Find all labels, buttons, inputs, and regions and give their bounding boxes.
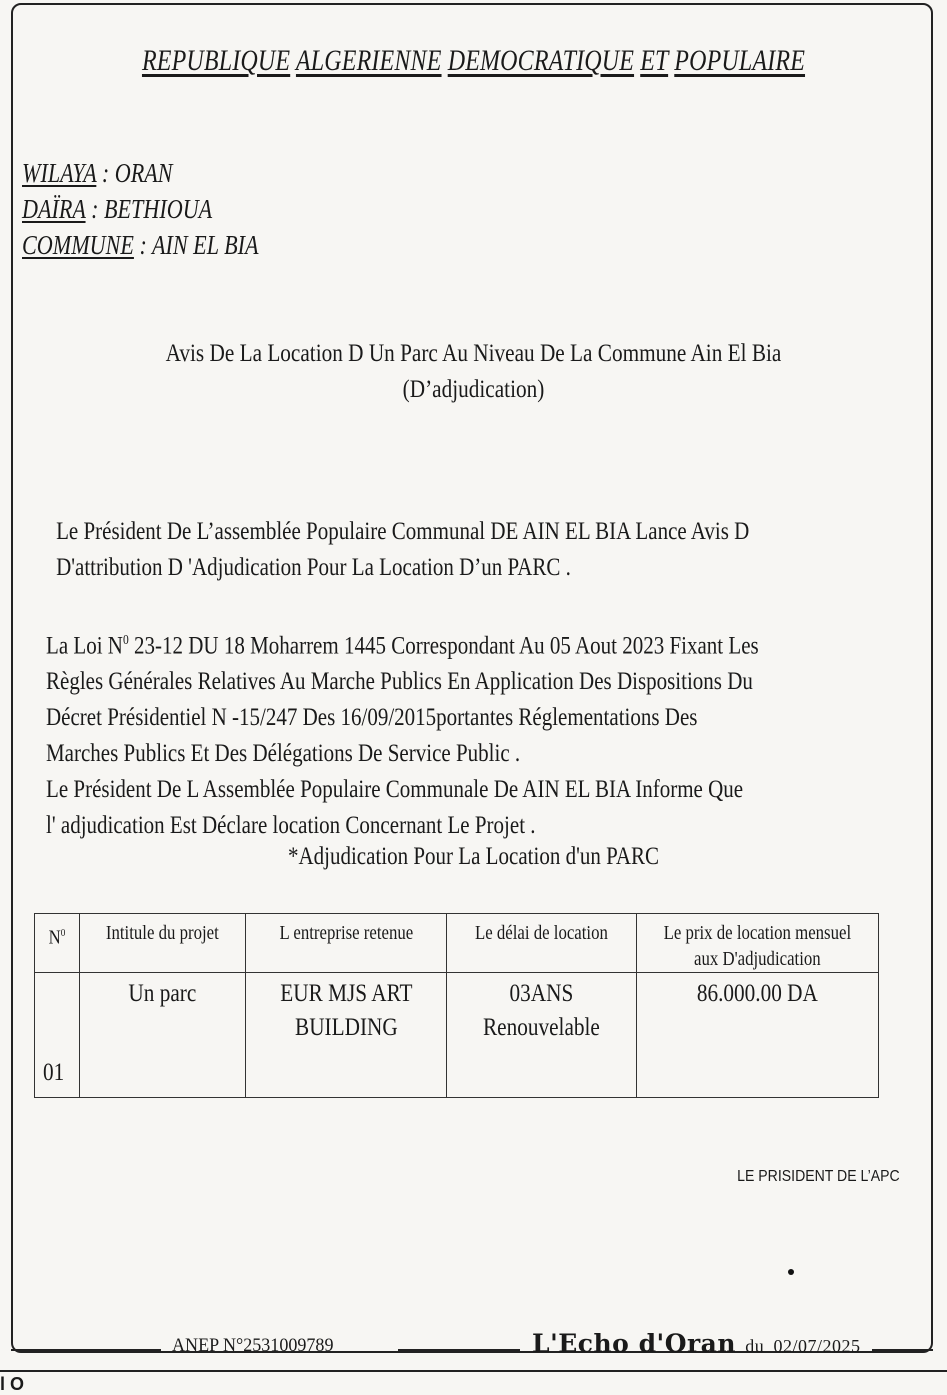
wilaya-line <box>22 155 259 191</box>
wilaya-label: WILAYA <box>22 158 97 188</box>
daira-line <box>22 191 259 227</box>
footer-rule-left <box>11 1349 161 1351</box>
republic-word: DEMOCRATIQUE <box>447 44 635 77</box>
commune-line <box>22 227 259 263</box>
header-price <box>637 914 879 973</box>
ink-dot <box>788 1269 794 1275</box>
signature-label: LE PRISIDENT DE L’APC <box>737 1168 900 1185</box>
publication-date: 02/07/2025 <box>773 1336 861 1356</box>
legal-line-5: Le Président De L Assemblée Populaire Communale De AIN EL BIA Informe Que <box>46 776 744 804</box>
title-line-2: (D’adjudication) <box>402 376 545 403</box>
header-project-text: Intitule du projet <box>105 922 219 944</box>
bottom-fragment: l O <box>0 1374 25 1394</box>
row-project: Un parc <box>128 980 197 1007</box>
project-line: *Adjudication Pour La Location d'un PARC <box>287 843 660 870</box>
date-prefix: du <box>745 1336 765 1356</box>
adjudication-table <box>34 913 879 1098</box>
header-num-text: N <box>48 926 61 949</box>
row-company-line-2: BUILDING <box>294 1014 398 1041</box>
header-price-line-1: Le prix de location mensuel <box>663 922 852 944</box>
intro-line-2: D'attribution D 'Adjudication Pour La Location D’un PARC . <box>56 554 571 581</box>
cell-project <box>79 973 245 1098</box>
daira-value: : BETHIOUA <box>85 194 213 224</box>
cell-num <box>35 973 80 1098</box>
header-project <box>79 914 245 973</box>
newspaper-name: L'Echo d'Oran <box>532 1329 737 1358</box>
republic-word: ALGERIENNE <box>295 44 442 77</box>
republic-word: REPUBLIQUE <box>141 44 291 77</box>
header-price-line-2: aux D'adjudication <box>694 948 821 970</box>
admin-block <box>22 155 259 263</box>
page-bottom-rule <box>0 1370 947 1372</box>
row-duration-line-2: Renouvelable <box>483 1014 601 1041</box>
notice-title <box>71 336 876 408</box>
row-duration-line-1: 03ANS <box>509 980 574 1007</box>
legal-line-4: Marches Publics Et Des Délégations De Service Public . <box>46 740 521 768</box>
table-header-row <box>35 914 879 973</box>
legal-line-1 <box>46 622 894 664</box>
cell-duration <box>447 973 637 1098</box>
legal-paragraph <box>46 622 894 844</box>
legal-line-6: l' adjudication Est Déclare location Concernant Le Projet . <box>46 812 536 840</box>
republic-word: POPULAIRE <box>674 44 806 77</box>
legal-line-2: Règles Générales Relatives Au Marche Publics En Application Des Dispositions Du <box>46 668 753 696</box>
commune-value: : AIN EL BIA <box>133 230 259 260</box>
legal-line-3: Décret Présidentiel N -15/247 Des 16/09/2015portantes Réglementations Des <box>46 704 698 732</box>
cell-price <box>637 973 879 1098</box>
intro-paragraph <box>46 514 894 586</box>
header-num-sup: 0 <box>60 927 66 939</box>
daira-label: DAÏRA <box>22 194 86 224</box>
header-duration-text: Le délai de location <box>475 922 609 944</box>
newspaper-block <box>532 1329 860 1358</box>
footer-rule-right <box>872 1349 933 1351</box>
table-row <box>35 973 879 1098</box>
wilaya-value: : ORAN <box>96 158 173 188</box>
header-company <box>245 914 447 973</box>
cell-company <box>245 973 447 1098</box>
header-company-text: L entreprise retenue <box>279 922 413 944</box>
row-num: 01 <box>43 1059 65 1086</box>
footer <box>0 1329 947 1359</box>
title-line-1: Avis De La Location D Un Parc Au Niveau De La Commune Ain El Bia <box>165 340 782 367</box>
header-num <box>35 914 80 973</box>
republic-header <box>95 44 853 78</box>
legal-line-1-prefix: La Loi N <box>46 632 123 660</box>
commune-label: COMMUNE <box>22 230 134 260</box>
footer-rule-mid <box>398 1349 520 1351</box>
row-price: 86.000.00 DA <box>697 980 819 1007</box>
legal-line-1-suffix: 23-12 DU 18 Moharrem 1445 Correspondant Au 05 Aout 2023 Fixant Les <box>128 632 759 660</box>
intro-line-1: Le Président De L’assemblée Populaire Communal DE AIN EL BIA Lance Avis D <box>56 518 750 545</box>
header-duration <box>447 914 637 973</box>
legal-line-1-sup: 0 <box>122 632 129 647</box>
republic-word: ET <box>640 44 669 77</box>
anep-number: ANEP N°2531009789 <box>172 1335 334 1356</box>
row-company-line-1: EUR MJS ART <box>279 980 413 1007</box>
